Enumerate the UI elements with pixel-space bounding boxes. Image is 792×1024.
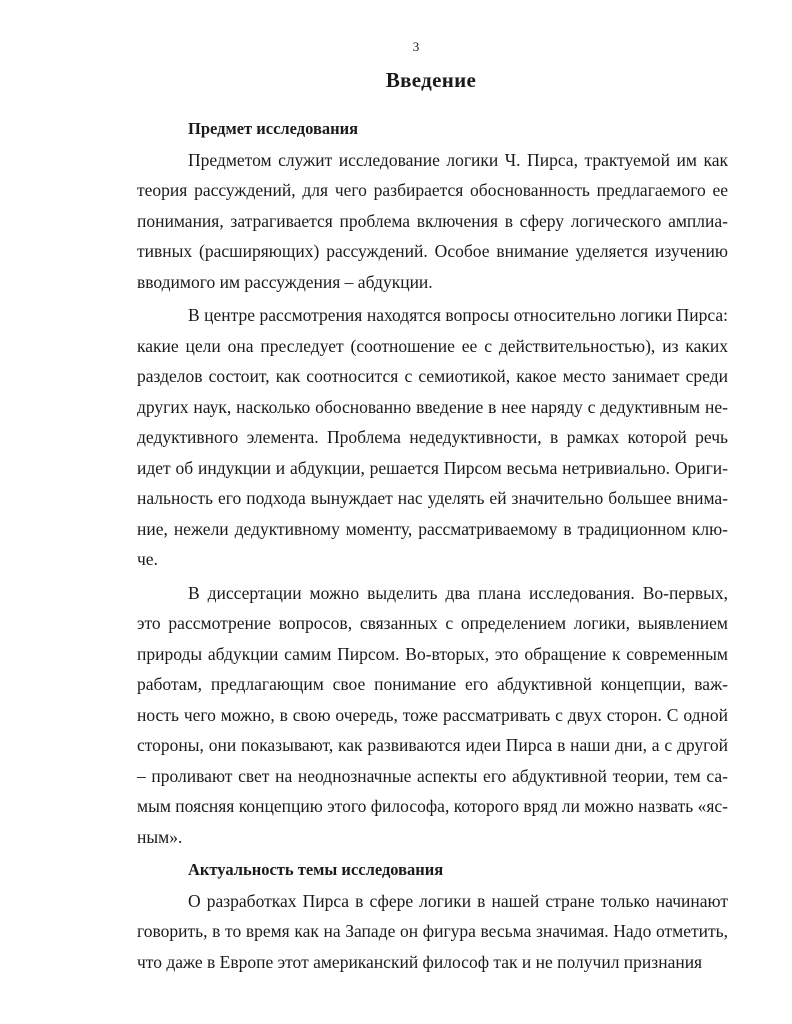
section-heading-subject: Предмет исследования — [188, 119, 359, 138]
chapter-title: Введение — [385, 68, 477, 92]
section-heading-relevance: Актуальность темы исследования — [188, 860, 444, 879]
paragraph: Предметом служит исследование логики Ч. Пирса, трактуемой им как теория рассуждений, для чего разбирается обоснованность предлагаемого ее понимания, затрагивается проблема включения в сферу логического амплиативных (расширяющих) рассуждений. Особое внимание уделяется изучению вводимого им рассуждения – абдукции. — [137, 149, 728, 292]
paragraph: В диссертации можно выделить два плана исследования. Во-первых, это рассмотрение вопросов, связанных с определением логики, выявлением природы абдукции самим Пирсом. Во-вторых, это обращение к современным работам, предлагающим свое понимание его абдуктивной концепции, важность чего можно, в свою очередь, тоже рассматривать с двух сторон. С одной стороны, они показывают, как развиваются идеи Пирса в наши дни, а с другой – проливают свет на неоднозначные аспекты его абдуктивной теории, тем самым поясняя концепцию этого философа, которого вряд ли можно назвать «ясным». — [137, 582, 728, 847]
paragraph: О разработках Пирса в сфере логики в нашей стране только начинают говорить, в то время как на Западе он фигура весьма значимая. Надо отметить, что даже в Европе этот американский философ так и не получил признания — [137, 890, 728, 972]
page-number: 3 — [412, 39, 420, 54]
document-body — [137, 114, 728, 977]
paragraph: В центре рассмотрения находятся вопросы относительно логики Пирса: какие цели она преследует (соотношение ее с действительностью), из каких разделов состоит, как соотносится с семиотикой, какое место занимает среди других наук, насколько обоснованно введение в нее наряду с дедуктивным недедуктивного элемента. Проблема недедуктивности, в рамках которой речь идет об индукции и абдукции, решается Пирсом весьма нетривиально. Оригинальность его подхода вынуждает нас уделять ей значительно большее внимание, нежели дедуктивному моменту, рассматриваемому в традиционном ключе. — [137, 305, 728, 569]
